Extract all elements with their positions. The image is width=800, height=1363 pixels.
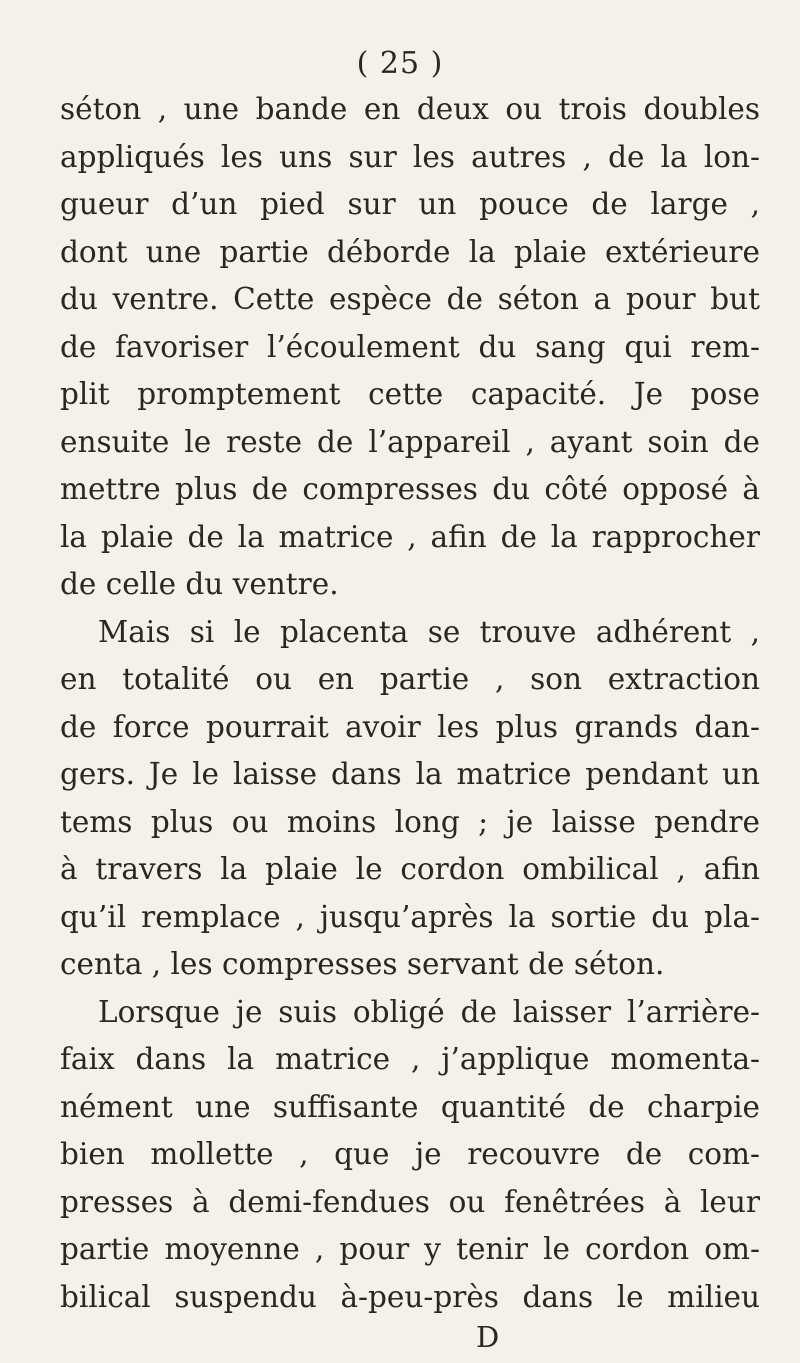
text-line: mettre plus de compresses du côté opposé à — [60, 472, 760, 506]
text-line: gueur d’un pied sur un pouce de large , — [60, 187, 760, 221]
text-line: ensuite le reste de l’appareil , ayant soin de — [60, 424, 760, 459]
body-text — [60, 86, 760, 1321]
paragraph — [60, 86, 760, 609]
text-line: qu’il remplace , jusqu’après la sortie du pla- — [60, 899, 760, 934]
text-line: de favoriser l’écoulement du sang qui rem- — [60, 329, 760, 364]
text-line: appliqués les uns sur les autres , de la lon- — [60, 139, 760, 174]
text-line: partie moyenne , pour y tenir le cordon om- — [60, 1232, 760, 1266]
signature-mark: D — [476, 1320, 500, 1354]
text-line: gers. Je le laisse dans la matrice pendant un — [60, 757, 760, 791]
text-line: en totalité ou en partie , son extraction — [60, 662, 760, 696]
text-line: plit promptement cette capacité. Je pose — [60, 377, 760, 411]
paragraph — [60, 989, 760, 1322]
text-line: nément une suffisante quantité de charpie — [60, 1089, 760, 1124]
text-line: faix dans la matrice , j’applique momenta- — [60, 1042, 760, 1076]
text-line: à travers la plaie le cordon ombilical , afin — [60, 852, 760, 886]
text-line: centa , les compresses servant de séton. — [60, 947, 665, 981]
text-line: presses à demi-fendues ou fenêtrées à leur — [60, 1184, 760, 1219]
text-line: bien mollette , que je recouvre de com- — [60, 1137, 760, 1171]
text-line: de force pourrait avoir les plus grands dan- — [60, 709, 760, 744]
text-line: Mais si le placenta se trouve adhérent , — [98, 614, 760, 649]
text-line: Lorsque je suis obligé de laisser l’arrière- — [98, 994, 760, 1029]
paragraph — [60, 609, 760, 989]
text-line: dont une partie déborde la plaie extérieure — [60, 234, 760, 269]
text-line: la plaie de la matrice , afin de la rapprocher — [60, 519, 760, 554]
text-line: de celle du ventre. — [60, 567, 339, 601]
text-line: séton , une bande en deux ou trois doubles — [60, 92, 760, 126]
text-line: bilical suspendu à-peu-près dans le milieu — [60, 1279, 760, 1314]
text-line: du ventre. Cette espèce de séton a pour but — [60, 282, 760, 316]
page-number: ( 25 ) — [356, 46, 444, 81]
text-line: tems plus ou moins long ; je laisse pendre — [60, 804, 760, 839]
